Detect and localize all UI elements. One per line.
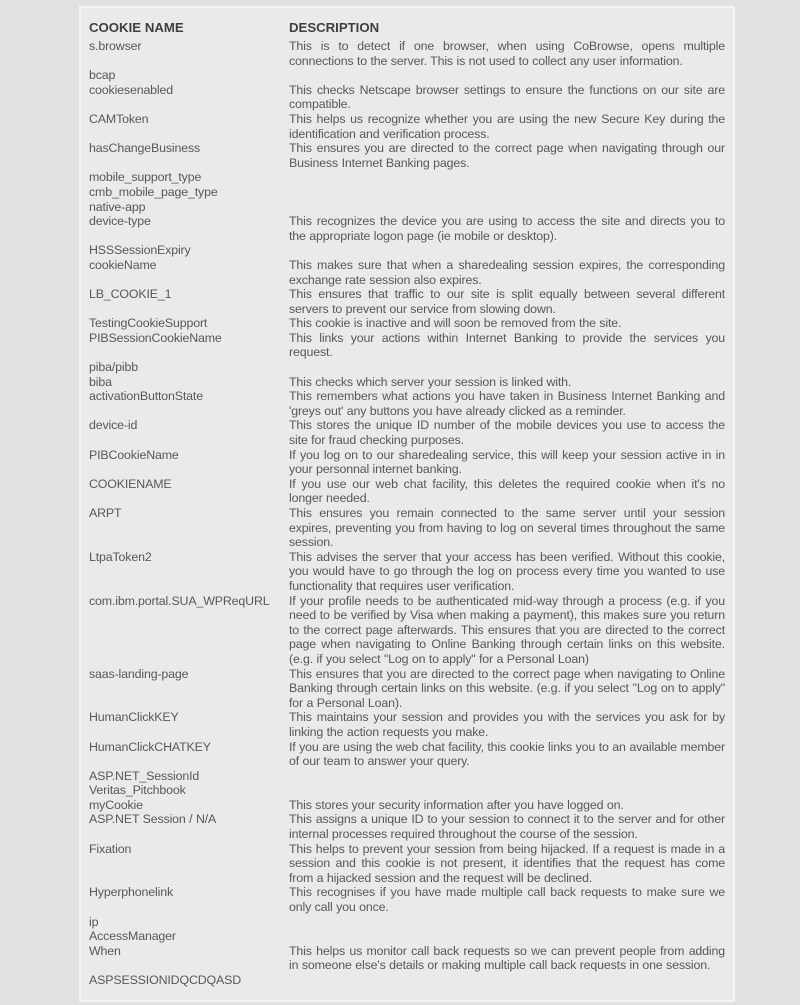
table-row bbox=[89, 214, 727, 243]
table-row bbox=[89, 812, 727, 841]
cookie-name: LB_COOKIE_1 bbox=[89, 287, 172, 302]
table-body bbox=[89, 39, 727, 988]
cookie-description bbox=[289, 68, 727, 83]
cookie-name: HumanClickCHATKEY bbox=[89, 739, 211, 754]
cookie-description bbox=[289, 243, 727, 258]
table-row bbox=[89, 243, 727, 258]
table-row bbox=[89, 287, 727, 316]
table-row bbox=[89, 973, 727, 988]
cookie-description bbox=[289, 185, 727, 200]
cookie-description: This remembers what actions you have taken in Business Internet Banking and 'greys out' any buttons you have already clicked as a reminder. bbox=[289, 389, 725, 418]
cookie-description: This assigns a unique ID to your session to connect it to the server and for other internal processes required throughout the course of the session. bbox=[289, 812, 725, 842]
cookie-description: If you use our web chat facility, this deletes the required cookie when it's no longer needed. bbox=[289, 476, 725, 506]
cookie-name: native-app bbox=[89, 199, 146, 214]
table-row bbox=[89, 740, 727, 769]
table-row bbox=[89, 477, 727, 506]
table-row bbox=[89, 185, 727, 200]
table-row bbox=[89, 375, 727, 390]
cookie-description: This ensures that traffic to our site is split equally between several different servers to prevent our service from slowing down. bbox=[289, 287, 725, 316]
cookie-name: device-id bbox=[89, 418, 138, 433]
cookie-name: PIBSessionCookieName bbox=[89, 330, 222, 345]
cookie-description: This cookie is inactive and will soon be removed from the site. bbox=[289, 316, 622, 331]
cookie-description: This ensures that you are directed to the correct page when navigating to Online Banking through certain links on this website. (e.g. if you select "Log on to apply" for a Personal Loan). bbox=[289, 666, 725, 710]
cookie-description: This helps us recognize whether you are using the new Secure Key during the identification and verification process. bbox=[289, 111, 725, 141]
table-row bbox=[89, 885, 727, 914]
table-row bbox=[89, 316, 727, 331]
cookie-description: This links your actions within Internet Banking to provide the services you request. bbox=[289, 330, 725, 360]
cookie-description: This advises the server that your access has been verified. Without this cookie, you would have to go through the log on process every time you wanted to use functionality that requires user verification. bbox=[289, 549, 725, 593]
table-row bbox=[89, 200, 727, 215]
cookie-name: activationButtonState bbox=[89, 389, 203, 404]
cookie-description: This maintains your session and provides you with the services you ask for by linking the action requests you make. bbox=[289, 710, 725, 739]
cookie-name: device-type bbox=[89, 214, 151, 229]
cookie-description: This stores your security information after you have logged on. bbox=[289, 797, 624, 812]
cookie-name: hasChangeBusiness bbox=[89, 141, 201, 156]
cookie-description: If you log on to our sharedealing service, this will keep your session active in in your personnal internet banking. bbox=[289, 447, 725, 477]
cookie-name: mobile_support_type bbox=[89, 170, 202, 185]
column-header-cookie-name: COOKIE NAME bbox=[89, 20, 184, 35]
cookie-description bbox=[289, 783, 727, 798]
cookie-description bbox=[289, 973, 727, 988]
table-row bbox=[89, 550, 727, 594]
table-row bbox=[89, 798, 727, 813]
table-row bbox=[89, 506, 727, 550]
cookie-name: cookiesenabled bbox=[89, 82, 174, 97]
table-row bbox=[89, 448, 727, 477]
cookie-description: This ensures you are directed to the correct page when navigating through our Business Internet Banking pages. bbox=[289, 141, 725, 170]
table-row bbox=[89, 39, 727, 68]
cookie-name: myCookie bbox=[89, 797, 143, 812]
table-row bbox=[89, 258, 727, 287]
cookie-description: This helps to prevent your session from being hijacked. If a request is made in a session and this cookie is not present, it identifies that the request has come from a hijacked session and the request will be declined. bbox=[289, 841, 725, 885]
table-row bbox=[89, 783, 727, 798]
cookie-description: This is to detect if one browser, when using CoBrowse, opens multiple connections to the server. This is not used to collect any user information. bbox=[289, 39, 725, 68]
cookie-name: biba bbox=[89, 374, 112, 389]
cookie-name: cookieName bbox=[89, 257, 157, 272]
cookie-description: If you are using the web chat facility, this cookie links you to an available member of our team to answer your query. bbox=[289, 739, 725, 769]
cookie-name: HumanClickKEY bbox=[89, 710, 179, 725]
table-row bbox=[89, 915, 727, 930]
table-row bbox=[89, 944, 727, 973]
cookie-name: AccessManager bbox=[89, 929, 176, 944]
table-row bbox=[89, 594, 727, 667]
table-row bbox=[89, 83, 727, 112]
cookie-description: This checks Netscape browser settings to ensure the functions on our site are compatible. bbox=[289, 82, 725, 112]
cookie-name: TestingCookieSupport bbox=[89, 316, 208, 331]
table-row bbox=[89, 667, 727, 711]
cookie-name: When bbox=[89, 943, 121, 958]
table-row bbox=[89, 141, 727, 170]
cookie-description bbox=[289, 769, 727, 784]
cookie-name: ASP.NET Session / N/A bbox=[89, 812, 217, 827]
cookie-name: LtpaToken2 bbox=[89, 549, 152, 564]
cookie-description bbox=[289, 915, 727, 930]
table-row bbox=[89, 389, 727, 418]
cookie-name: ARPT bbox=[89, 506, 122, 520]
cookie-description: This helps us monitor call back requests so we can prevent people from adding in someone else's details or making multiple call back requests in one session. bbox=[289, 943, 725, 973]
table-row bbox=[89, 68, 727, 83]
table-row bbox=[89, 842, 727, 886]
cookie-name: ip bbox=[89, 914, 99, 929]
cookie-name: Hyperphonelink bbox=[89, 885, 173, 900]
cookie-description bbox=[289, 170, 727, 185]
cookie-name: piba/pibb bbox=[89, 360, 138, 375]
cookie-name: PIBCookieName bbox=[89, 447, 179, 462]
cookie-table-panel bbox=[79, 6, 735, 1002]
cookie-description: This checks which server your session is linked with. bbox=[289, 374, 572, 389]
table-row bbox=[89, 170, 727, 185]
column-header-description: DESCRIPTION bbox=[289, 20, 380, 35]
cookie-description bbox=[289, 929, 727, 944]
cookie-name: Veritas_Pitchbook bbox=[89, 783, 186, 798]
cookie-description: This recognises if you have made multiple call back requests to make sure we only call you once. bbox=[289, 885, 725, 915]
cookie-description: This ensures you remain connected to the same server until your session expires, preventing you from having to log on several times throughout the same session. bbox=[289, 506, 725, 550]
cookie-description: This recognizes the device you are using to access the site and directs you to the appropriate logon page (ie mobile or desktop). bbox=[289, 214, 725, 243]
cookie-name: HSSSessionExpiry bbox=[89, 243, 191, 258]
cookie-description bbox=[289, 200, 727, 215]
cookie-name: bcap bbox=[89, 68, 116, 83]
cookie-name: saas-landing-page bbox=[89, 666, 189, 681]
table-header bbox=[89, 20, 727, 36]
table-row bbox=[89, 360, 727, 375]
table-row bbox=[89, 929, 727, 944]
cookie-name: Fixation bbox=[89, 841, 132, 856]
table-row bbox=[89, 769, 727, 784]
cookie-description bbox=[289, 360, 727, 375]
cookie-name: ASPSESSIONIDQCDQASD bbox=[89, 973, 242, 987]
cookie-name: COOKIENAME bbox=[89, 476, 172, 491]
cookie-name: com.ibm.portal.SUA_WPReqURL bbox=[89, 593, 270, 608]
cookie-description: If your profile needs to be authenticated mid-way through a process (e.g. if you need to be verified by Visa when making a payment), this makes sure you return to the correct page afterwards. This ensures that you are directed to the correct page when navigating to Online Banking through certain links on this website. (e.g. if you select "Log on to apply" for a Personal Loan) bbox=[289, 593, 725, 666]
table-row bbox=[89, 112, 727, 141]
cookie-description: This makes sure that when a sharedealing session expires, the corresponding exchange rate session also expires. bbox=[289, 257, 725, 287]
table-row bbox=[89, 710, 727, 739]
cookie-name: cmb_mobile_page_type bbox=[89, 184, 218, 199]
cookie-name: CAMToken bbox=[89, 111, 149, 126]
cookie-name: ASP.NET_SessionId bbox=[89, 768, 200, 783]
table-row bbox=[89, 331, 727, 360]
table-row bbox=[89, 418, 727, 447]
cookie-name: s.browser bbox=[89, 39, 142, 53]
cookie-description: This stores the unique ID number of the mobile devices you use to access the site for fraud checking purposes. bbox=[289, 418, 725, 448]
